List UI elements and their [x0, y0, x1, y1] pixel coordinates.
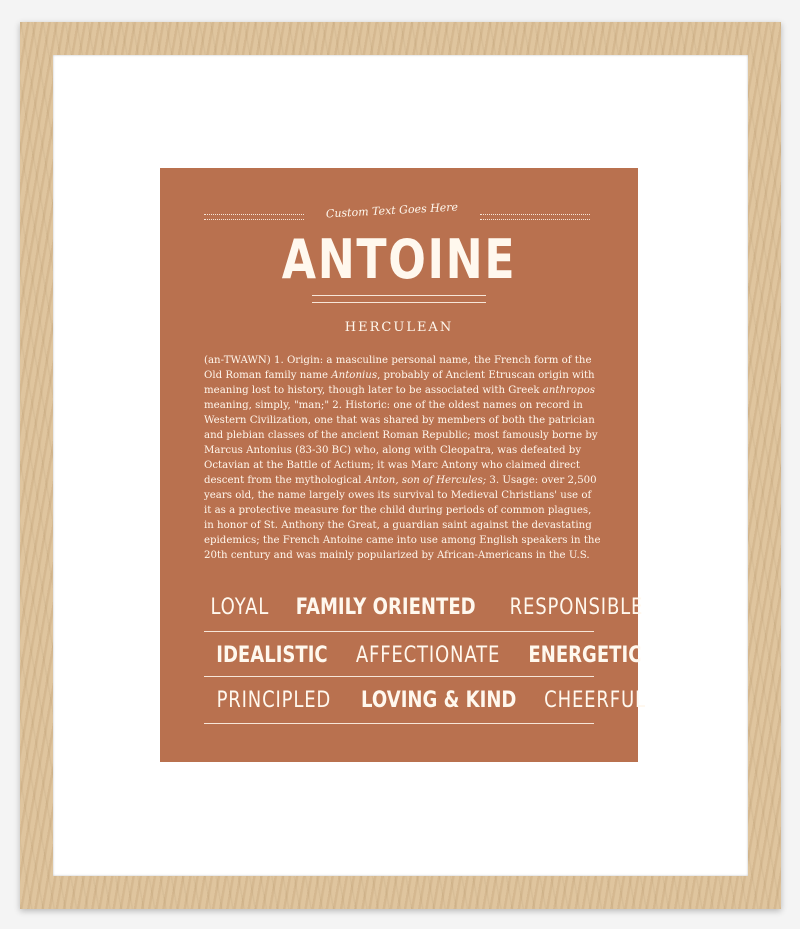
wood-frame [20, 22, 781, 909]
definition-text: (an-TWAWN) 1. Origin: a masculine personal name, the French form of the [204, 355, 592, 366]
definition-line [204, 413, 594, 428]
definition-text: 3. Usage: over 2,500 [486, 475, 597, 486]
definition-line [204, 488, 594, 503]
definition-line [204, 443, 594, 458]
definition-text: in honor of St. Anthony the Great, a guardian saint against the devastating [204, 520, 592, 531]
definition-text: epidemics; the French Antoine came into use among English speakers in the [204, 535, 601, 546]
definition-italic-text: Anton, son of Hercules; [364, 475, 487, 486]
trait-word: LOVING & KIND [360, 688, 517, 713]
name-print [160, 168, 647, 762]
definition-italic-text: anthropos [542, 385, 595, 396]
name-underline-bottom [312, 302, 486, 303]
definition-text: it as a protective measure for the child during periods of common plagues, [204, 505, 592, 516]
definition-line [204, 458, 594, 473]
trait-row-1 [204, 595, 644, 625]
print-name: ANTOINE [281, 228, 517, 291]
name-definition [204, 353, 601, 563]
definition-text: , probably of Ancient Etruscan origin with [377, 370, 595, 381]
definition-line [204, 533, 601, 548]
definition-text: meaning, simply, "man;" 2. Historic: one of the oldest names on record in [204, 400, 583, 411]
name-underline-top [312, 295, 486, 296]
definition-italic-text: Antonius [331, 370, 378, 381]
definition-line [204, 398, 594, 413]
trait-word: IDEALISTIC [216, 643, 328, 668]
trait-divider-3 [204, 723, 594, 724]
definition-text: Octavian at the Battle of Actium; it was Marc Antony who claimed direct [204, 460, 580, 471]
trait-word: ENERGETIC [528, 643, 642, 668]
custom-text: Custom Text Goes Here [325, 200, 459, 221]
definition-text: Marcus Antonius (83-30 BC) who, along with Cleopatra, was defeated by [204, 445, 582, 456]
definition-text: meaning lost to history, though later to be associated with Greek [204, 385, 543, 396]
trait-row-3 [204, 688, 647, 718]
trait-row-2 [204, 643, 642, 673]
definition-line [204, 518, 594, 533]
trait-word: FAMILY ORIENTED [295, 595, 476, 620]
definition-line [204, 548, 594, 563]
trait-word: PRINCIPLED [216, 688, 332, 713]
definition-line [204, 473, 597, 488]
dotted-divider-left [204, 214, 304, 220]
trait-word: CHEERFUL [544, 688, 647, 713]
trait-divider-2 [204, 676, 594, 677]
trait-word: RESPONSIBLE [509, 595, 644, 620]
trait-word: LOYAL [210, 595, 270, 620]
definition-text: Old Roman family name [204, 370, 332, 381]
trait-word: AFFECTIONATE [355, 643, 501, 668]
definition-text: and plebian classes of the ancient Roman Republic; most famously borne by [204, 430, 598, 441]
white-mat [53, 55, 748, 876]
definition-text: years old, the name largely owes its survival to Medieval Christians' use of [204, 490, 592, 501]
definition-text: 20th century and was mainly popularized by African-Americans in the U.S. [204, 550, 590, 561]
name-meaning: HERCULEAN [344, 320, 454, 335]
definition-text: Western Civilization, one that was shared by members of both the patrician [204, 415, 595, 426]
definition-line [204, 368, 594, 383]
custom-text-row [160, 200, 638, 224]
definition-line [204, 428, 598, 443]
trait-divider-1 [204, 631, 594, 632]
dotted-divider-right [480, 214, 590, 220]
definition-line [204, 383, 594, 398]
definition-line [204, 503, 594, 518]
definition-text: descent from the mythological [204, 475, 365, 486]
definition-line [204, 353, 594, 368]
